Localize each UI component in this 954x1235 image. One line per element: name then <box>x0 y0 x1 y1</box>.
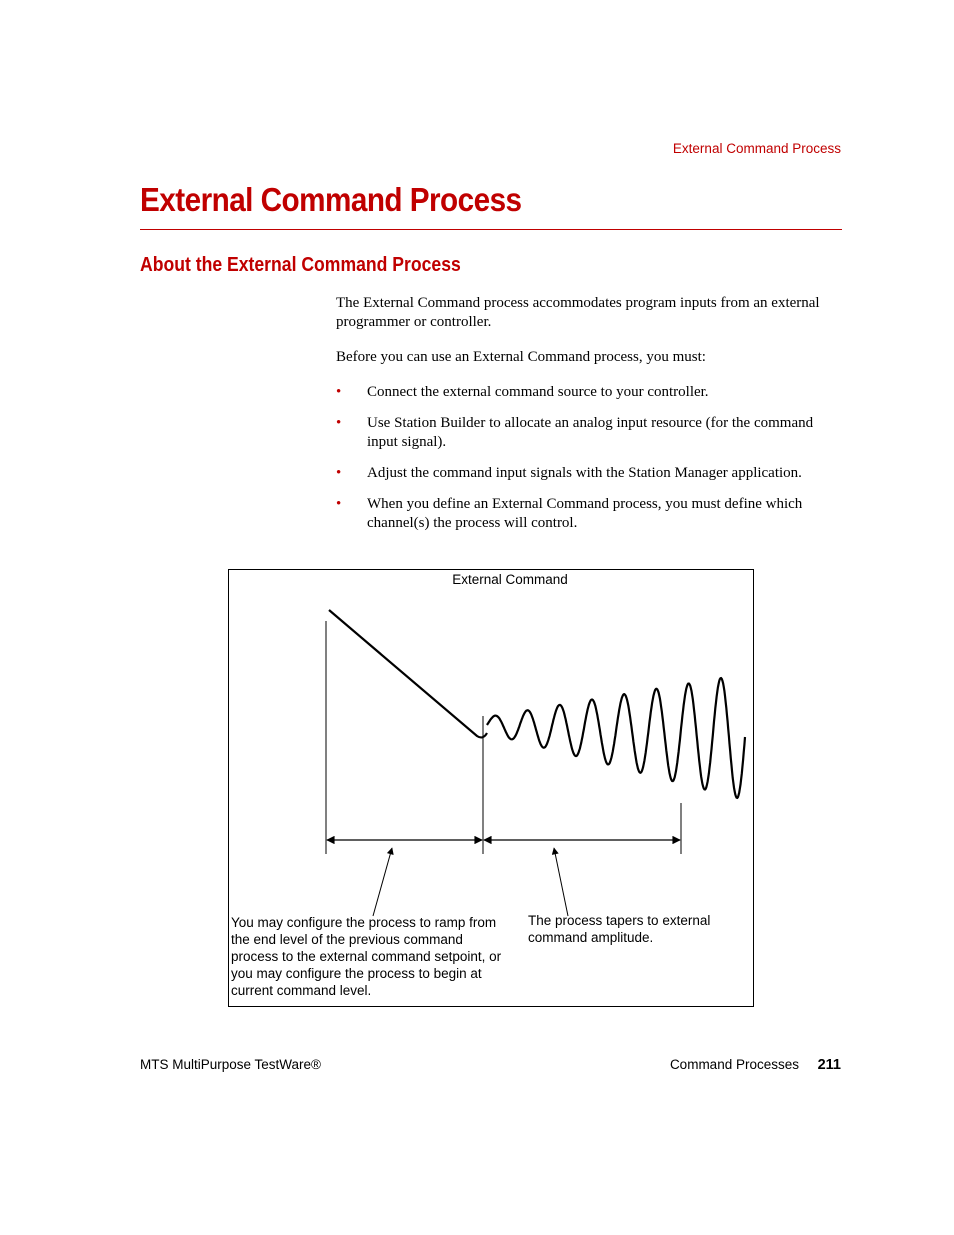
prerequisite-list <box>336 383 844 533</box>
body-text <box>336 294 844 545</box>
taper-waveform <box>487 678 745 798</box>
footer-product: MTS MultiPurpose TestWare® <box>140 1057 321 1072</box>
ramp-callout-text: You may configure the process to ramp from the end level of the previous command process to the external command setpoint, or you may configure the process to begin at current command level. <box>231 915 502 998</box>
page-number: 211 <box>817 1057 841 1073</box>
bullet-icon: • <box>336 496 342 512</box>
bullet-icon: • <box>336 384 342 400</box>
page-title: External Command Process <box>140 181 522 218</box>
figure-title: External Command <box>452 572 568 587</box>
ramp-callout-pointer <box>373 848 392 916</box>
ramp-line <box>329 610 487 737</box>
intro-paragraph: The External Command process accommodates program inputs from an external programmer or controller. <box>336 295 820 330</box>
bullet-icon: • <box>336 465 342 481</box>
footer-chapter: Command Processes <box>669 1057 799 1072</box>
running-head: External Command Process <box>672 141 841 156</box>
external-command-figure <box>228 569 754 1007</box>
taper-callout-text: The process tapers to external command amplitude. <box>528 913 711 945</box>
list-item <box>336 414 844 452</box>
section-heading: About the External Command Process <box>140 254 461 276</box>
list-item <box>336 464 844 483</box>
list-item <box>336 495 844 533</box>
list-item-text: Use Station Builder to allocate an analog input resource (for the command input signal). <box>367 415 814 450</box>
bullet-icon: • <box>336 415 342 431</box>
taper-callout-pointer <box>554 848 568 916</box>
list-item-text: Adjust the command input signals with the Station Manager application. <box>367 465 802 481</box>
list-item-text: When you define an External Command process, you must define which channel(s) the process will control. <box>367 496 803 531</box>
list-item <box>336 383 844 402</box>
prerequisite-paragraph: Before you can use an External Command process, you must: <box>336 349 706 365</box>
list-item-text: Connect the external command source to your controller. <box>367 384 709 400</box>
title-rule <box>140 229 842 230</box>
